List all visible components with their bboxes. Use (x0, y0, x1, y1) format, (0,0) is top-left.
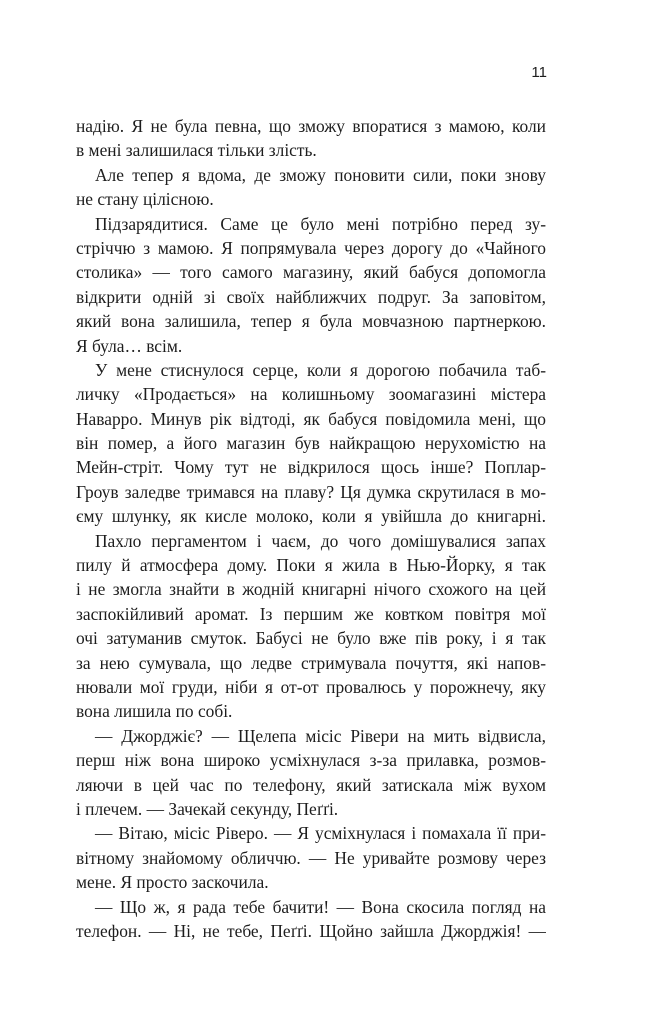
text-line: єму шлунку, як кисле молоко, коли я увійшла до книгарні. (76, 506, 546, 527)
text-line: личку «Продається» на колишньому зоомагазині містера (76, 384, 546, 405)
text-line: ляючи в цей час по телефону, який затискала між вухом (76, 774, 546, 795)
text-line: Наварро. Минув рік відтоді, як бабуся повідомила мені, що (76, 408, 546, 429)
text-line: телефон. — Ні, не тебе, Пеґґі. Щойно зайшла Джорджія! — (76, 920, 546, 941)
text-line: він помер, а його магазин був найкращою нерухомістю на (76, 433, 546, 454)
text-line: надію. Я не була певна, що зможу впоратися з мамою, коли (76, 116, 546, 136)
text-line: заспокійливий аромат. Із першим же ковтком повітря мої (76, 603, 546, 624)
text-line: Я була… всім. (76, 335, 183, 356)
text-line: перш ніж вона широко усміхнулася з-за прилавка, розмов- (76, 750, 546, 771)
text-line: — Джорджіє? — Щелепа місіс Рівери на мить відвисла, (95, 725, 546, 746)
text-line: мене. Я просто заскочила. (76, 872, 269, 893)
body-text (76, 114, 546, 943)
text-line: і плечем. — Зачекай секунду, Пеґґі. (76, 798, 339, 819)
text-line: Мейн-стріт. Чому тут не відкрилося щось інше? Поплар- (76, 457, 546, 478)
text-line: — Що ж, я рада тебе бачити! — Вона скосила погляд на (95, 896, 546, 917)
text-line: вона лишила по собі. (76, 701, 233, 722)
text-line: У мене стиснулося серце, коли я дорогою побачила таб- (95, 359, 546, 380)
text-line: нювали мої груди, ніби я от-от провалюсь у порожнечу, яку (76, 676, 546, 697)
text-line: Підзарядитися. Саме це було мені потрібно перед зу- (95, 213, 546, 234)
text-line: столика» — того самого магазину, який бабуся допомогла (76, 262, 546, 283)
text-line: не стану цілісною. (76, 189, 214, 210)
text-line: стріччю з мамою. Я попрямувала через дорогу до «Чайного (76, 237, 546, 258)
text-line: вітному знайомому обличчю. — Не уривайте розмову через (76, 847, 546, 868)
text-line: Гроув заледве тримався на плаву? Ця думка скрутилася в мо- (76, 481, 546, 502)
text-line: і не змогла знайти в жодній книгарні нічого схожого на цей (76, 579, 546, 600)
text-line: який вона залишила, тепер я була мовчазною партнеркою. (76, 311, 546, 332)
text-line: за нею сумувала, що ледве стримувала почуття, які напов- (76, 652, 546, 673)
text-line: Але тепер я вдома, де зможу поновити сили, поки знову (95, 164, 546, 185)
text-line: відкрити одній зі своїх найближчих подруг. За заповітом, (76, 286, 546, 307)
text-line: в мені залишилася тільки злість. (76, 140, 317, 161)
page-number: 11 (531, 64, 547, 81)
text-line: — Вітаю, місіс Рівеpo. — Я усміхнулася і помахала її при- (95, 823, 546, 844)
text-line: Пахло пергаментом і чаєм, до чого домішувалися запах (95, 530, 546, 551)
text-line: пилу й атмосфера дому. Поки я жила в Нью-Йорку, я так (76, 555, 546, 576)
text-line: очі затуманив смуток. Бабусі не було вже пів року, і я так (76, 628, 546, 649)
